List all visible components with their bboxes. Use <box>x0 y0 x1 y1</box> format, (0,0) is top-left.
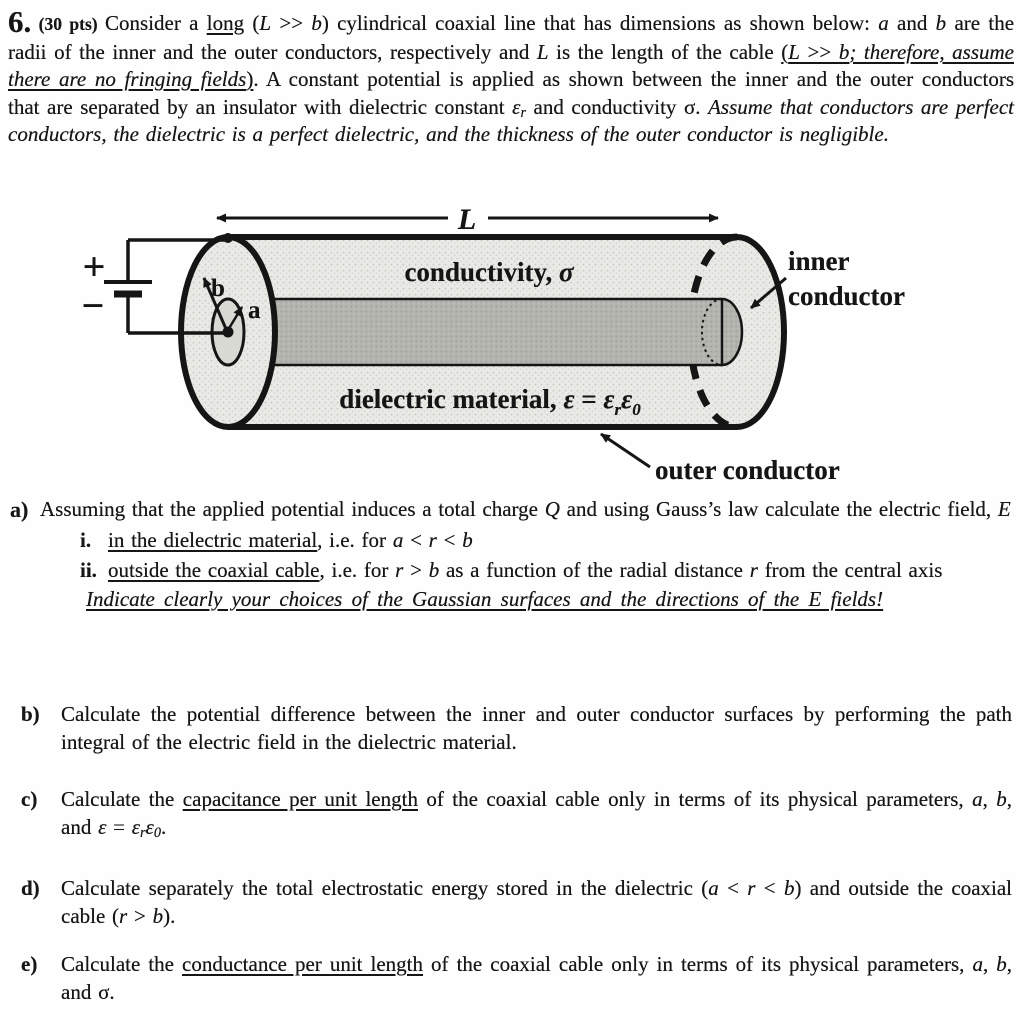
part-c <box>21 786 1012 841</box>
outer-conductor-label: outer conductor <box>655 455 840 485</box>
minus-label: − <box>81 283 105 328</box>
diagram-svg <box>0 185 1024 490</box>
part-e-label: e) <box>21 952 38 976</box>
plus-label: + <box>82 244 106 289</box>
part-a-text: Assuming that the applied potential induces a total charge Q and using Gauss’s law calculate the electric field, E <box>40 497 1011 521</box>
item-i-label: i. <box>80 527 92 552</box>
item-i-text: in the dielectric material, i.e. for a < r < b <box>108 527 473 552</box>
part-c-label: c) <box>21 787 38 811</box>
part-b-label: b) <box>21 702 40 726</box>
inner-cylinder <box>228 299 742 365</box>
item-ii-label: ii. <box>80 558 97 582</box>
part-d <box>21 875 1012 930</box>
part-a-item-i <box>80 527 1014 555</box>
conductivity-label: conductivity, σ <box>404 257 574 287</box>
part-e <box>21 951 1012 1006</box>
part-d-label: d) <box>21 876 40 900</box>
dimension-arrow-L <box>217 203 718 236</box>
inner-conductor-label-line2: conductor <box>788 281 905 311</box>
part-b <box>21 701 1012 756</box>
part-a-item-ii <box>80 557 1014 585</box>
inner-conductor-label-line1: inner <box>788 246 850 276</box>
outer-conductor-callout <box>601 434 840 485</box>
part-a-note: Indicate clearly your choices of the Gaussian surfaces and the directions of the E fields! <box>86 586 884 611</box>
part-b-text: Calculate the potential difference between the inner and outer conductor surfaces by performing the path integral of the electric field in the dielectric material. <box>61 702 1012 754</box>
item-ii-text: outside the coaxial cable, i.e. for r > b as a function of the radial distance r from the central axis <box>108 558 943 582</box>
part-a <box>10 496 1014 613</box>
dielectric-label: dielectric material, $\varepsilon = \varepsilon_r\varepsilon_0$ <box>339 384 641 419</box>
part-e-text: Calculate the conductance per unit length of the coaxial cable only in terms of its physical parameters, a, b, and σ. <box>61 952 1012 1004</box>
length-label: L <box>457 203 477 236</box>
part-a-label: a) <box>10 497 29 522</box>
outer-contact-dot <box>223 233 233 243</box>
radius-b-label: b <box>211 275 225 302</box>
part-d-text: Calculate separately the total electrostatic energy stored in the dielectric (a < r < b) and outside the coaxial cable (r > b). <box>61 876 1013 928</box>
coaxial-cable-diagram <box>0 185 1024 490</box>
part-c-text: Calculate the capacitance per unit length of the coaxial cable only in terms of its physical parameters, a, b, and ε = εrε0. <box>61 787 1012 841</box>
problem-statement: 6. (30 pts) Consider a long (L >> b) cylindrical coaxial line that has dimensions as shown below: a and b are the radii of the inner and the outer conductors, respectively and L is the length of the cable (L >> b; therefore, assume there are no fringing fields). A constant potential is applied as shown between the inner and the outer conductors that are separated by an insulator with dielectric constant εr and conductivity σ. Assume that conductors are perfect conductors, the dielectric is a perfect dielectric, and the thickness of the outer conductor is negligible. <box>8 4 1015 146</box>
radius-a-label: a <box>248 297 261 324</box>
part-a-body <box>40 496 1014 613</box>
